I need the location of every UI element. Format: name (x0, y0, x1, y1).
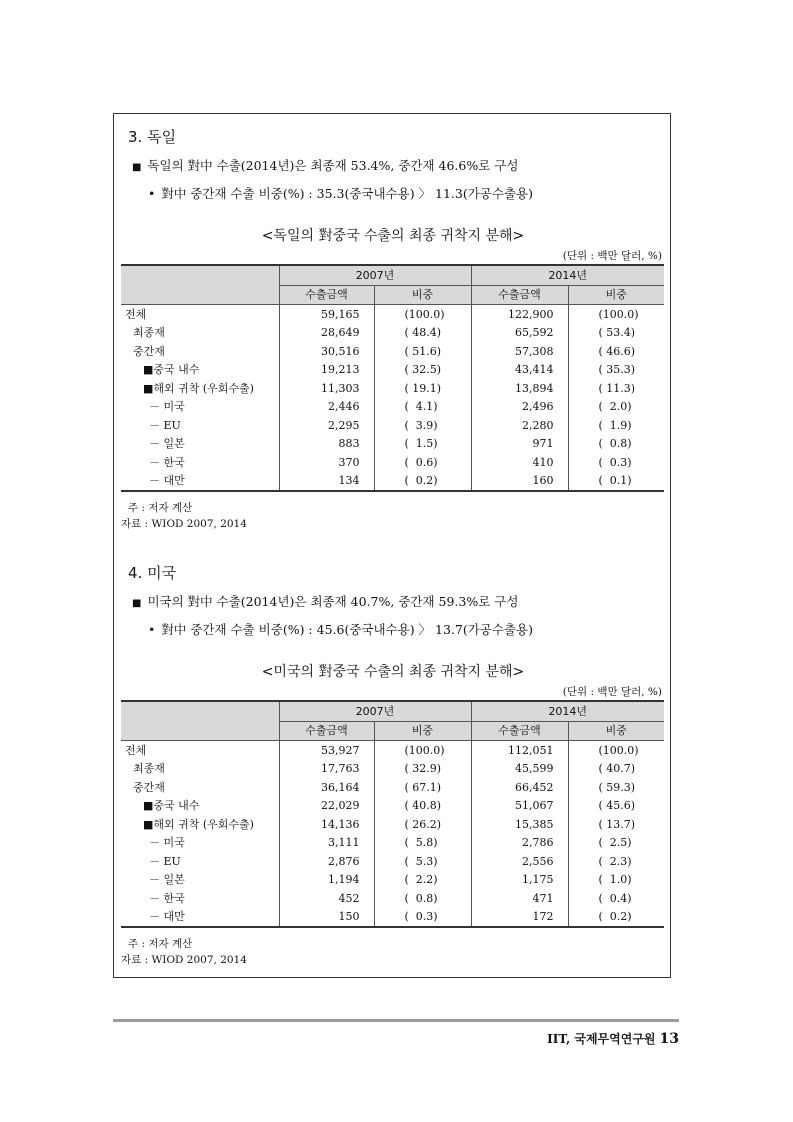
table-row (121, 342, 664, 361)
table-cell: ( 11.3) (568, 379, 664, 398)
row-label: － 일본 (121, 871, 279, 890)
table-cell: 43,414 (471, 361, 568, 380)
square-bullet-icon: ■ (132, 598, 142, 609)
column-header: 비중 (568, 721, 664, 741)
summary-bullet: ■ 미국의 對中 수출(2014년)은 최종재 40.7%, 중간재 59.3%로 구성 (132, 594, 519, 609)
table-cell: ( 46.6) (568, 342, 664, 361)
table-row (121, 453, 664, 472)
table-cell: ( 0.3) (374, 908, 471, 928)
table-cell: (100.0) (568, 305, 664, 324)
row-label: － 한국 (121, 453, 279, 472)
table-cell: 22,029 (279, 797, 374, 816)
table-cell: 134 (279, 472, 374, 492)
table-row (121, 398, 664, 417)
table-cell: 1,175 (471, 871, 568, 890)
table-cell: 410 (471, 453, 568, 472)
table-row (121, 778, 664, 797)
table-cell: ( 40.7) (568, 760, 664, 779)
table-cell: ( 26.2) (374, 815, 471, 834)
table-row (121, 815, 664, 834)
table-row (121, 834, 664, 853)
row-label: 전체 (121, 305, 279, 324)
table-notes (121, 936, 247, 968)
row-label: － 미국 (121, 398, 279, 417)
table-cell: ( 0.1) (568, 472, 664, 492)
table-cell: ( 45.6) (568, 797, 664, 816)
row-label: － EU (121, 416, 279, 435)
table-cell: 36,164 (279, 778, 374, 797)
row-label: － 한국 (121, 889, 279, 908)
table-unit: (단위 : 백만 달러, %) (562, 686, 662, 698)
table-cell: ( 5.8) (374, 834, 471, 853)
table-cell: 1,194 (279, 871, 374, 890)
table-notes (121, 500, 247, 532)
table-cell: ( 0.6) (374, 453, 471, 472)
detail-bullet: • 對中 중간재 수출 비중(%) : 35.3(중국내수용) 〉 11.3(가공수출용) (148, 186, 533, 201)
table-cell: 13,894 (471, 379, 568, 398)
table-cell: 57,308 (471, 342, 568, 361)
table-cell: 2,876 (279, 852, 374, 871)
table-row (121, 760, 664, 779)
footer-rule (113, 1019, 679, 1022)
table-row (121, 797, 664, 816)
table-row (121, 472, 664, 492)
column-header: 수출금액 (279, 285, 374, 305)
table-title: <미국의 對중국 수출의 최종 귀착지 분해> (261, 664, 525, 680)
table-cell: ( 32.9) (374, 760, 471, 779)
table-cell: ( 51.6) (374, 342, 471, 361)
table-cell: 45,599 (471, 760, 568, 779)
table-cell: 30,516 (279, 342, 374, 361)
year-header: 2014년 (471, 701, 664, 721)
column-header: 비중 (568, 285, 664, 305)
note-text: 주 : 저자 계산 (128, 938, 193, 950)
table-cell: 28,649 (279, 324, 374, 343)
table-cell: ( 32.5) (374, 361, 471, 380)
table-row (121, 416, 664, 435)
row-label: － 대만 (121, 472, 279, 492)
table-cell: 17,763 (279, 760, 374, 779)
source-text: 자료 : WIOD 2007, 2014 (121, 954, 247, 966)
table-cell: 2,556 (471, 852, 568, 871)
table-cell: ( 2.5) (568, 834, 664, 853)
table-cell: ( 0.8) (374, 889, 471, 908)
table-cell: ( 1.9) (568, 416, 664, 435)
table-cell: ( 59.3) (568, 778, 664, 797)
column-header: 수출금액 (471, 285, 568, 305)
row-label: ■중국 내수 (121, 361, 279, 380)
year-header: 2007년 (279, 701, 471, 721)
table-cell: ( 35.3) (568, 361, 664, 380)
row-label: 전체 (121, 741, 279, 760)
source-text: 자료 : WIOD 2007, 2014 (121, 518, 247, 530)
table-cell: ( 5.3) (374, 852, 471, 871)
table-cell: 150 (279, 908, 374, 928)
table-cell: 65,592 (471, 324, 568, 343)
table-cell: ( 0.3) (568, 453, 664, 472)
column-header: 수출금액 (279, 721, 374, 741)
table-cell: 66,452 (471, 778, 568, 797)
table-cell: 971 (471, 435, 568, 454)
table-cell: 883 (279, 435, 374, 454)
table-cell: 15,385 (471, 815, 568, 834)
square-bullet-icon: ■ (132, 162, 142, 173)
table-cell: 14,136 (279, 815, 374, 834)
table-cell: 160 (471, 472, 568, 492)
footer-org: IIT, 국제무역연구원 (547, 1032, 656, 1046)
row-label: － 대만 (121, 908, 279, 928)
table-cell: (100.0) (568, 741, 664, 760)
table-cell: 11,303 (279, 379, 374, 398)
table-cell: 370 (279, 453, 374, 472)
table-corner-cell (121, 265, 279, 305)
row-label: ■해외 귀착 (우회수출) (121, 815, 279, 834)
table-cell: ( 2.0) (568, 398, 664, 417)
table-cell: ( 2.3) (568, 852, 664, 871)
table-cell: 59,165 (279, 305, 374, 324)
row-label: － EU (121, 852, 279, 871)
page-footer (547, 1030, 679, 1047)
table-cell: 2,496 (471, 398, 568, 417)
table-cell: 452 (279, 889, 374, 908)
dot-bullet-icon: • (148, 622, 156, 637)
table-cell: ( 67.1) (374, 778, 471, 797)
table-cell: ( 1.0) (568, 871, 664, 890)
table-cell: 53,927 (279, 741, 374, 760)
table-row (121, 871, 664, 890)
table-cell: 2,446 (279, 398, 374, 417)
year-header: 2007년 (279, 265, 471, 285)
table-cell: (100.0) (374, 305, 471, 324)
table-cell: ( 0.8) (568, 435, 664, 454)
table-cell: ( 40.8) (374, 797, 471, 816)
table-cell: ( 0.2) (568, 908, 664, 928)
row-label: 중간재 (121, 342, 279, 361)
column-header: 비중 (374, 285, 471, 305)
table-corner-cell (121, 701, 279, 741)
table-row (121, 889, 664, 908)
table-row (121, 379, 664, 398)
detail-bullet: • 對中 중간재 수출 비중(%) : 45.6(중국내수용) 〉 13.7(가공수출용) (148, 622, 533, 637)
row-label: ■해외 귀착 (우회수출) (121, 379, 279, 398)
row-label: － 미국 (121, 834, 279, 853)
table-cell: ( 0.2) (374, 472, 471, 492)
table-cell: (100.0) (374, 741, 471, 760)
data-table (121, 700, 664, 928)
row-label: 최종재 (121, 760, 279, 779)
table-cell: 471 (471, 889, 568, 908)
table-cell: ( 19.1) (374, 379, 471, 398)
table-row (121, 741, 664, 760)
table-cell: ( 48.4) (374, 324, 471, 343)
table-cell: ( 4.1) (374, 398, 471, 417)
table-cell: 51,067 (471, 797, 568, 816)
table-cell: ( 2.2) (374, 871, 471, 890)
table-cell: 112,051 (471, 741, 568, 760)
column-header: 비중 (374, 721, 471, 741)
row-label: － 일본 (121, 435, 279, 454)
section-title: 3. 독일 (128, 128, 177, 146)
row-label: 최종재 (121, 324, 279, 343)
content-frame (113, 113, 671, 978)
note-text: 주 : 저자 계산 (128, 502, 193, 514)
table-cell: ( 53.4) (568, 324, 664, 343)
row-label: ■중국 내수 (121, 797, 279, 816)
table-title: <독일의 對중국 수출의 최종 귀착지 분해> (261, 228, 525, 244)
table-cell: 2,280 (471, 416, 568, 435)
row-label: 중간재 (121, 778, 279, 797)
table-cell: 3,111 (279, 834, 374, 853)
year-header: 2014년 (471, 265, 664, 285)
table-row (121, 324, 664, 343)
section-title: 4. 미국 (128, 564, 177, 582)
table-cell: ( 3.9) (374, 416, 471, 435)
table-cell: ( 13.7) (568, 815, 664, 834)
table-row (121, 852, 664, 871)
summary-bullet: ■ 독일의 對中 수출(2014년)은 최종재 53.4%, 중간재 46.6%로 구성 (132, 158, 519, 173)
table-cell: 19,213 (279, 361, 374, 380)
table-row (121, 908, 664, 928)
page-number: 13 (659, 1031, 679, 1047)
table-cell: ( 1.5) (374, 435, 471, 454)
table-cell: ( 0.4) (568, 889, 664, 908)
table-row (121, 305, 664, 324)
table-cell: 2,786 (471, 834, 568, 853)
table-row (121, 361, 664, 380)
data-table (121, 264, 664, 492)
column-header: 수출금액 (471, 721, 568, 741)
dot-bullet-icon: • (148, 186, 156, 201)
table-cell: 172 (471, 908, 568, 928)
table-row (121, 435, 664, 454)
table-cell: 2,295 (279, 416, 374, 435)
table-unit: (단위 : 백만 달러, %) (562, 250, 662, 262)
table-cell: 122,900 (471, 305, 568, 324)
